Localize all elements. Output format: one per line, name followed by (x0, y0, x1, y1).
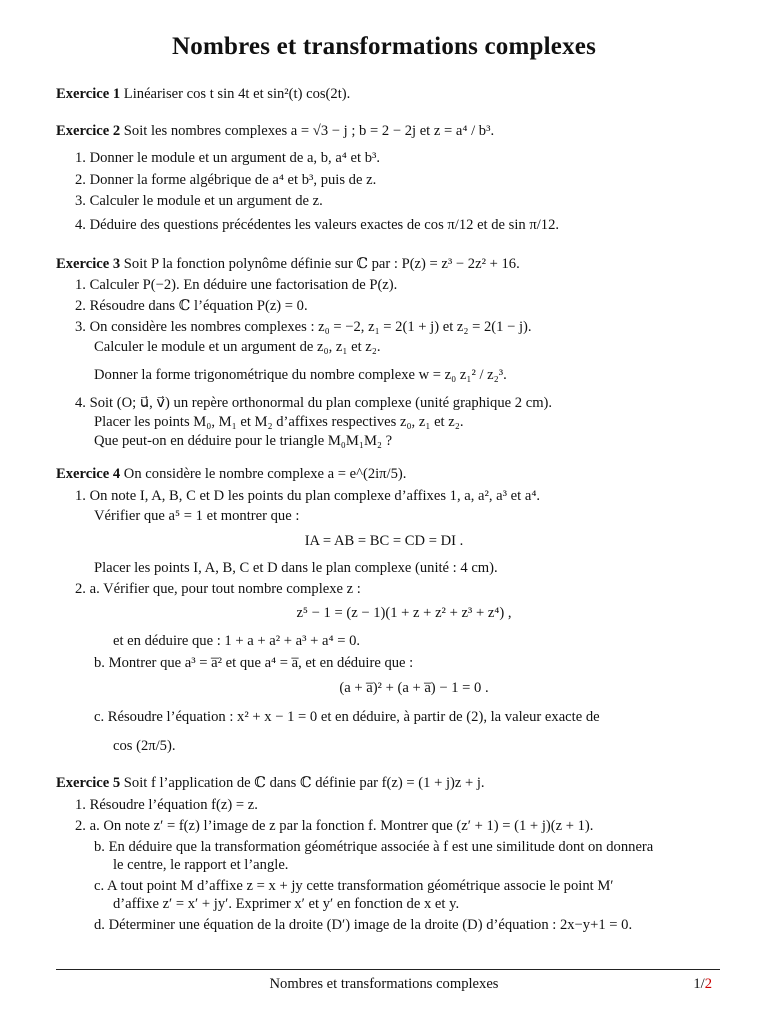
text-line: 2. Donner la forme algébrique de a⁴ et b³, puis de z. (75, 172, 377, 188)
text-line: (a + a̅)² + (a + a̅) − 1 = 0 . (339, 680, 489, 696)
text-line: 3. Calculer le module et un argument de z. (75, 193, 323, 209)
text-line: IA = AB = BC = CD = DI . (304, 533, 464, 549)
exercise-label: Exercice 2 (56, 123, 121, 139)
text-line: b. En déduire que la transformation géométrique associée à f est une similitude dont on donnera (94, 839, 654, 855)
text-line: 1. Donner le module et un argument de a, b, a⁴ et b³. (75, 150, 381, 166)
footer-rule (56, 969, 720, 970)
text-line: Placer les points M₀, M₁ et M₂ d’affixes respectives z₀, z₁ et z₂. (94, 414, 464, 430)
exercise-label: Exercice 4 (56, 466, 121, 482)
text-line: b. Montrer que a³ = a̅² et que a⁴ = a̅, et en déduire que : (94, 655, 414, 671)
text-line: le centre, le rapport et l’angle. (113, 857, 289, 873)
text-line: Donner la forme trigonométrique du nombre complexe w = z₀ z₁² / z₂³. (94, 367, 507, 383)
exercise-label: Exercice 3 (56, 256, 121, 272)
text-line: Que peut-on en déduire pour le triangle M₀M₁M₂ ? (94, 433, 393, 449)
text-line: c. A tout point M d’affixe z = x + jy cette transformation géométrique associe le point M′ (94, 878, 614, 894)
text-line: 2. a. Vérifier que, pour tout nombre complexe z : (75, 581, 361, 597)
text-line: 1. Résoudre l’équation f(z) = z. (75, 797, 258, 813)
text-line: Exercice 1 Linéariser cos t sin 4t et sin²(t) cos(2t). (56, 86, 351, 102)
text-line: 2. a. On note z′ = f(z) l’image de z par la fonction f. Montrer que (z′ + 1) = (1 + j)(z + 1). (75, 818, 594, 834)
text-line: 4. Soit (O; u⃗, v⃗) un repère orthonormal du plan complexe (unité graphique 2 cm). (75, 395, 553, 411)
text-line: Calculer le module et un argument de z₀, z₁ et z₂. (94, 339, 381, 355)
text-line: z⁵ − 1 = (z − 1)(1 + z + z² + z³ + z⁴) , (296, 605, 512, 621)
text-line: 3. On considère les nombres complexes : z₀ = −2, z₁ = 2(1 + j) et z₂ = 2(1 − j). (75, 319, 532, 335)
page-number (693, 976, 712, 993)
text-line: et en déduire que : 1 + a + a² + a³ + a⁴ = 0. (113, 633, 361, 649)
page-number-current: 1/ (693, 976, 705, 992)
exercise-label: Exercice 1 (56, 86, 121, 102)
text-line: Exercice 3 Soit P la fonction polynôme définie sur ℂ par : P(z) = z³ − 2z² + 16. (56, 256, 520, 272)
exercise-label: Exercice 5 (56, 775, 121, 791)
text-line: Placer les points I, A, B, C et D dans le plan complexe (unité : 4 cm). (94, 560, 498, 576)
text-line: c. Résoudre l’équation : x² + x − 1 = 0 et en déduire, à partir de (2), la valeur exacte de (94, 709, 600, 725)
text-line: Exercice 2 Soit les nombres complexes a = √3 − j ; b = 2 − 2j et z = a⁴ / b³. (56, 123, 495, 139)
page-title: Nombres et transformations complexes (171, 33, 597, 60)
text-line: Vérifier que a⁵ = 1 et montrer que : (94, 508, 300, 524)
text-line: 1. On note I, A, B, C et D les points du plan complexe d’affixes 1, a, a², a³ et a⁴. (75, 488, 541, 504)
text-line: d’affixe z′ = x′ + jy′. Exprimer x′ et y′ en fonction de x et y. (113, 896, 460, 912)
text-line: Exercice 5 Soit f l’application de ℂ dans ℂ définie par f(z) = (1 + j)z + j. (56, 775, 485, 791)
text-line: cos (2π/5). (113, 738, 176, 754)
footer-title: Nombres et transformations complexes (269, 976, 499, 992)
text-line: 4. Déduire des questions précédentes les valeurs exactes de cos π/12 et de sin π/12. (75, 217, 560, 233)
text-line: 2. Résoudre dans ℂ l’équation P(z) = 0. (75, 298, 308, 314)
text-line: 1. Calculer P(−2). En déduire une factorisation de P(z). (75, 277, 398, 293)
page-number-total: 2 (704, 976, 712, 992)
text-line: d. Déterminer une équation de la droite (D′) image de la droite (D) d’équation : 2x−y+1 = 0. (94, 917, 633, 933)
text-line: Exercice 4 On considère le nombre complexe a = e^(2iπ/5). (56, 466, 407, 482)
